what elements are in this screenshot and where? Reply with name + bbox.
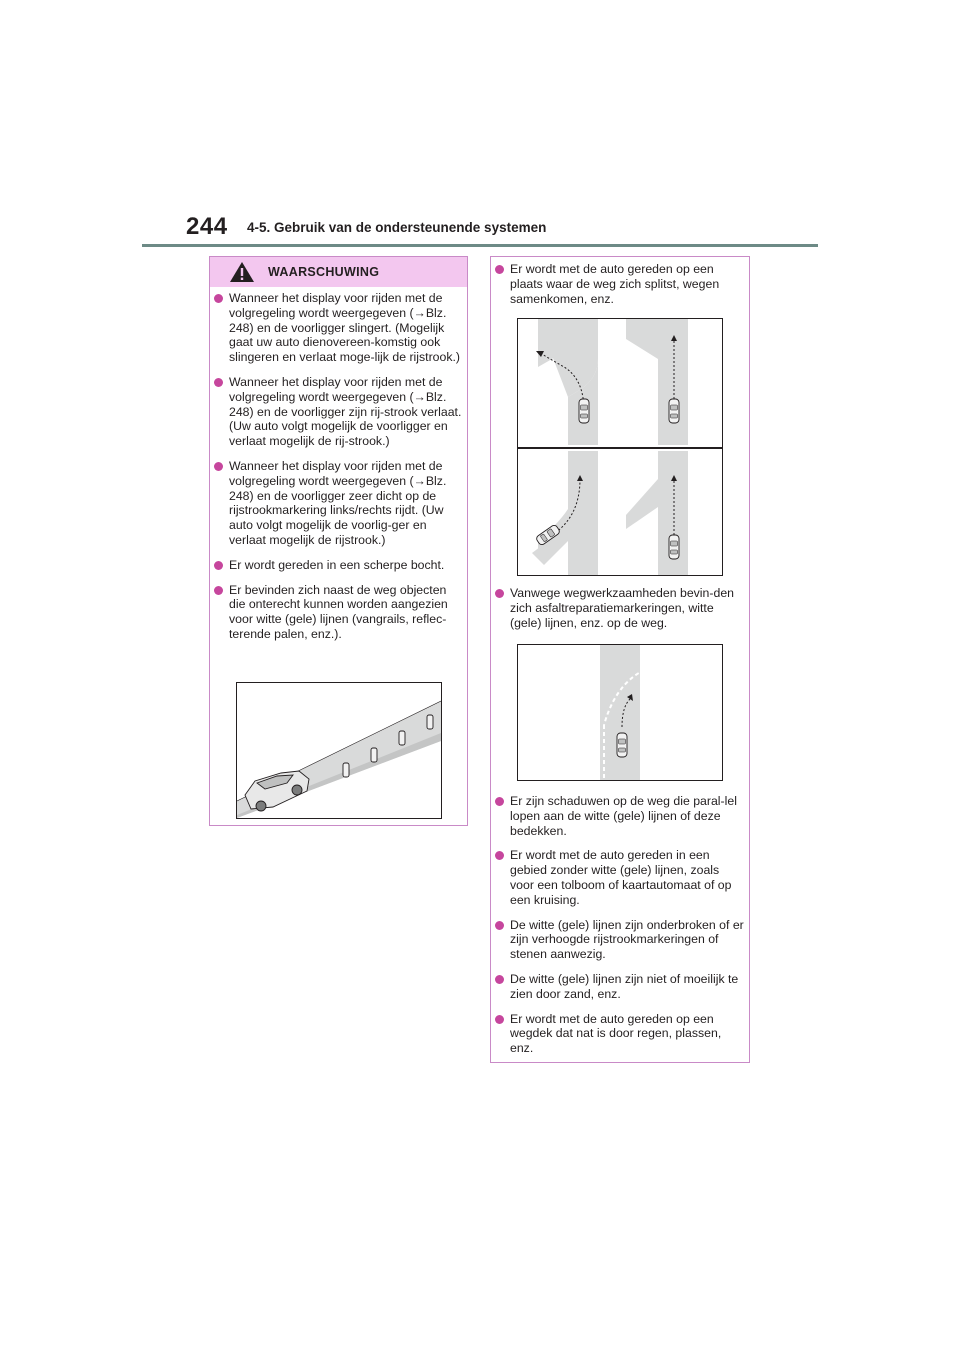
bullet-icon [495,265,504,274]
condition-text: Er wordt met de auto gereden op een plaats waar de weg zich splitst, wegen samenkomen, enz. [510,262,720,306]
conditions-list [492,794,744,1066]
list-item [211,459,463,548]
warning-item-text: Er wordt gereden in een scherpe bocht. [229,557,445,572]
list-item [492,1012,744,1056]
list-item [211,291,463,365]
road-repair-illustration [517,644,723,781]
guardrail-illustration [236,682,442,819]
condition-text: Er wordt met de auto gereden in een gebied zonder witte (gele) lijnen, zoals voor een tolboom of kaartautomaat of op een kruising. [510,848,732,907]
list-item [492,586,744,630]
list-item [492,848,744,907]
bullet-icon [495,851,504,860]
bullet-icon [214,462,223,471]
warning-list [211,291,463,652]
section-title: 4-5. Gebruik van de ondersteunende systemen [247,220,547,235]
bullet-icon [214,294,223,303]
list-item [492,972,744,1002]
bullet-icon [214,586,223,595]
road-fork-illustration [517,318,723,576]
warning-item-text: Er bevinden zich naast de weg objecten die onterecht kunnen worden aangezien voor witte (gele) lijnen (vangrails, reflec-terende palen, enz.). [229,582,448,641]
warning-header [210,257,467,287]
list-item [211,558,463,573]
list-item [492,262,744,306]
warning-title: WAARSCHUWING [268,265,380,279]
bullet-icon [495,589,504,598]
bullet-icon [214,561,223,570]
page-number: 244 [186,213,228,240]
bullet-icon [214,378,223,387]
list-item [211,583,463,642]
bullet-icon [495,797,504,806]
condition-text: Vanwege wegwerkzaamheden bevin-den zich asfaltreparatiemarkeringen, witte (gele) lijnen, enz. op de weg. [510,586,734,630]
warning-triangle-icon [229,261,255,288]
repair-list [492,586,744,640]
bullet-icon [495,975,504,984]
warning-item-text: Wanneer het display voor rijden met de volgregeling wordt weergegeven (→Blz. 248) en de voorligger slingert. (Mogelijk gaat uw auto dienovereen-komstig ook slingeren en verlaat moge-lijk de rijstrook.) [229,291,461,365]
condition-text: De witte (gele) lijnen zijn onderbroken of er zijn verhoogde rijstrookmarkeringen of stenen aanwezig. [510,917,744,962]
bullet-icon [495,1015,504,1024]
condition-text: Er wordt met de auto gereden op een wegdek dat nat is door regen, plassen, enz. [510,1011,722,1056]
list-item [492,794,744,838]
list-item [492,918,744,962]
header-rule [142,244,818,247]
warning-item-text: Wanneer het display voor rijden met de volgregeling wordt weergegeven (→Blz. 248) en de voorligger zijn rij-strook verlaat. (Uw auto volgt mogelijk de voorligger en verlaat mogelijk de rij-strook.) [229,374,462,449]
condition-text: De witte (gele) lijnen zijn niet of moeilijk te zien door zand, enz. [510,971,739,1001]
list-item [211,375,463,449]
warning-item-text: Wanneer het display voor rijden met de volgregeling wordt weergegeven (→Blz. 248) en de voorligger zeer dicht op de rijstrookmarkering links/rechts rijdt. (Uw auto volgt mogelijk de voorlig-ger en verlaat mogelijk de rijstrook.) [229,458,447,547]
bullet-icon [495,921,504,930]
fork-list [492,262,744,316]
condition-text: Er zijn schaduwen op de weg die paral-lel lopen aan de witte (gele) lijnen of deze bedekken. [510,794,737,838]
